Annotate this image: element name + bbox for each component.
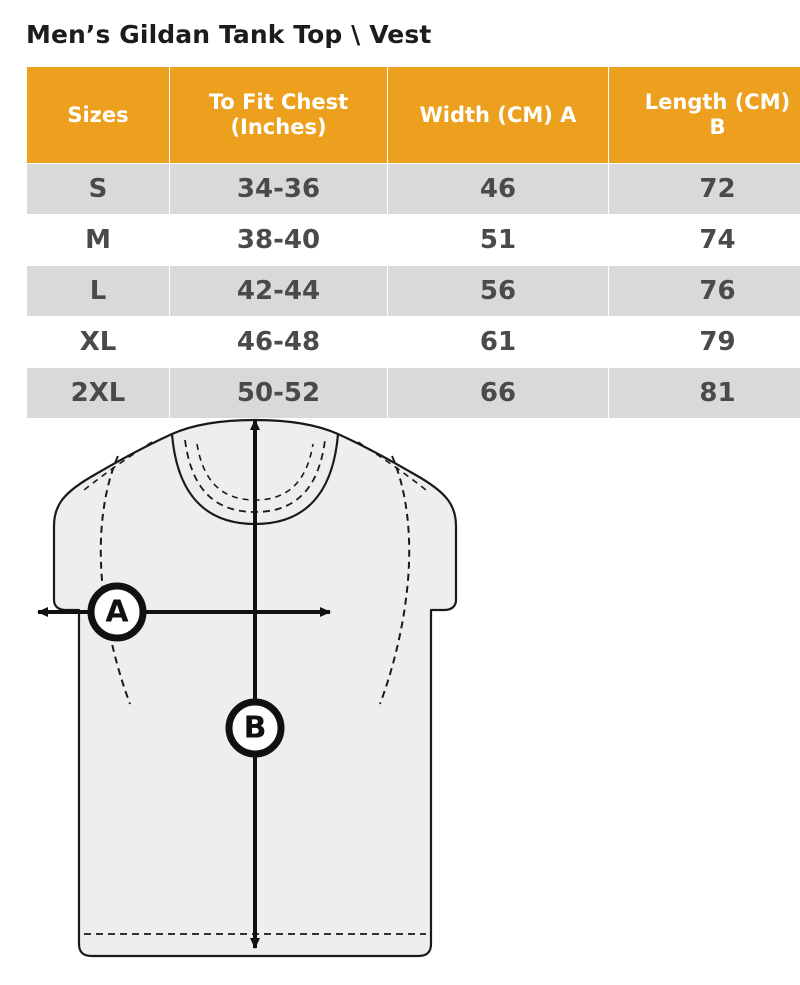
cell-chest: 46-48 [170, 317, 388, 368]
cell-chest: 38-40 [170, 215, 388, 266]
column-header-length [609, 67, 800, 164]
table-row [27, 266, 800, 317]
cell-chest: 34-36 [170, 164, 388, 215]
column-header-chest-line2: (Inches) [230, 115, 327, 139]
cell-length: 81 [609, 368, 800, 419]
cell-length: 79 [609, 317, 800, 368]
table-header-row [27, 67, 800, 164]
column-header-sizes-label: Sizes [67, 102, 129, 127]
table-row [27, 317, 800, 368]
cell-width: 51 [388, 215, 609, 266]
column-header-width [388, 67, 609, 164]
size-chart-table [26, 66, 800, 419]
cell-length: 74 [609, 215, 800, 266]
column-header-length-line2: B [709, 115, 726, 139]
measurement-badge-b [229, 702, 281, 754]
cell-size: XL [27, 317, 170, 368]
cell-size: L [27, 266, 170, 317]
measurement-badge-a [91, 586, 143, 638]
cell-chest: 42-44 [170, 266, 388, 317]
measurement-label-b: B [243, 710, 267, 746]
cell-size: 2XL [27, 368, 170, 419]
cell-size: M [27, 215, 170, 266]
cell-length: 72 [609, 164, 800, 215]
garment-diagram [0, 404, 800, 985]
measurement-label-a: A [105, 594, 129, 630]
table-row [27, 215, 800, 266]
table-header [27, 67, 800, 164]
column-header-length-line1: Length (CM) [644, 90, 791, 115]
column-header-sizes [27, 67, 170, 164]
cell-width: 56 [388, 266, 609, 317]
cell-length: 76 [609, 266, 800, 317]
column-header-chest-line1: To Fit Chest [208, 90, 349, 115]
column-header-width-label: Width (CM) A [419, 102, 577, 127]
cell-width: 61 [388, 317, 609, 368]
table-body [27, 164, 800, 419]
cell-width: 46 [388, 164, 609, 215]
cell-chest: 50-52 [170, 368, 388, 419]
cell-width: 66 [388, 368, 609, 419]
column-header-chest [170, 67, 388, 164]
table-row [27, 164, 800, 215]
cell-size: S [27, 164, 170, 215]
page-title: Men’s Gildan Tank Top \ Vest [26, 20, 432, 49]
